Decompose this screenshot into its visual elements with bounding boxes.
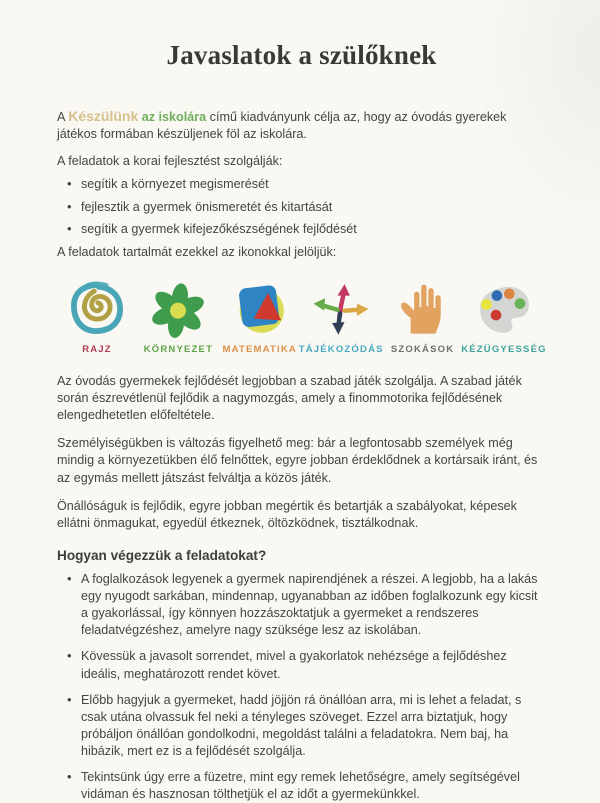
intro-text-end: című kiadványunk célja az, hogy az óvodás gyerekek játékos formában készüljenek föl az iskolára. xyxy=(57,110,507,142)
category-szokasok xyxy=(383,277,463,355)
tasks-bullet-list xyxy=(57,176,546,237)
list-item: • Tekintsünk úgy erre a füzetre, mint egy remek lehetőségre, amely segítségével vidáman és hasznosan tölthetjük el az időt a gyermekünkkel. xyxy=(67,769,546,803)
list-item: • segítik a környezet megismerését xyxy=(67,176,546,193)
paragraph-personality: Személyiségükben is változás figyelhető meg: bár a legfontosabb személyek még mindig a környezetükben élő felnőttek, egyre jobban érdeklődnek a kortársaik iránt, és az egymás mellett játszást felváltja a közös játék. xyxy=(57,436,538,485)
intro-paragraph xyxy=(57,107,546,143)
shapes-icon xyxy=(229,277,291,339)
paint-palette-icon xyxy=(473,277,535,339)
icon-label-szokasok: SZOKÁSOK xyxy=(390,343,455,355)
spiral-drawing-icon xyxy=(66,277,128,339)
list-item: • Előbb hagyjuk a gyermeket, hadd jöjjön rá önállóan arra, mi is lehet a feladat, s csak utána olvassuk fel neki a tényleges szöveget. Ezzel arra biztatjuk, hogy próbáljon önállóan gondolkodni, megoldást találni a feladatokra. Nem baj, ha hibázik, mert ez is a fejlődését szolgálja. xyxy=(67,692,546,761)
how-bullet-list xyxy=(57,571,546,803)
list-item: • Kövessük a javasolt sorrendet, mivel a gyakorlatok nehézsége a fejlődéshez ideális, meghatározott rendet követ. xyxy=(67,648,546,682)
icon-label-rajz: RAJZ xyxy=(82,343,112,355)
paragraph-free-play: Az óvodás gyermekek fejlődését legjobban a szabad játék szolgálja. A szabad játék során észrevétlenül fejlődik a nagymozgás, amely a finommotorika fejlődésének elengedhetetlen előfeltétele. xyxy=(57,373,522,423)
category-tajekozodas xyxy=(298,277,384,355)
icon-label-kornyezet: KÖRNYEZET xyxy=(143,343,214,355)
list-item: • A foglalkozások legyenek a gyermek napirendjének a részei. A legjobb, ha a lakás egy nyugodt sarkában, mindennap, ugyanabban az időben foglalkozunk egy kicsit a gyakorlással, így könnyen hozzászoktatjuk a gyermeket a rendszeres feladatvégzéshez, amelyre nagy szüksége lesz az iskolában. xyxy=(67,571,546,640)
booklet-title-part1: Készülünk xyxy=(68,108,139,124)
category-matematika xyxy=(220,277,300,355)
direction-arrows-icon xyxy=(310,277,372,339)
how-heading: Hogyan végezzük a feladatokat? xyxy=(57,547,267,563)
page-title: Javaslatok a szülőknek xyxy=(166,40,437,70)
category-kornyezet xyxy=(138,277,218,355)
intro-text-start: A xyxy=(57,110,69,124)
list-item: • fejlesztik a gyermek önismeretét és kitartását xyxy=(67,199,546,216)
list-item: • segítik a gyermek kifejezőkészségének fejlődését xyxy=(67,221,546,238)
tasks-lead: A feladatok a korai fejlesztést szolgálják: xyxy=(57,154,283,169)
icon-label-kezugyesseg: KÉZÜGYESSÉG xyxy=(461,343,547,355)
icons-lead: A feladatok tartalmát ezekkel az ikonokkal jelöljük: xyxy=(57,244,337,259)
flower-icon xyxy=(147,277,209,339)
paragraph-independence: Önállóságuk is fejlődik, egyre jobban megértik és betartják a szabályokat, képesek ellátni önmagukat, egyedül étkeznek, öltözködnek, tisztálkodnak. xyxy=(57,498,517,530)
category-kezugyesseg xyxy=(461,277,547,355)
booklet-title-part2: az iskolára xyxy=(138,110,207,124)
body-paragraphs xyxy=(57,373,546,532)
category-rajz xyxy=(57,277,137,355)
icon-label-tajekozodas: TÁJÉKOZÓDÁS xyxy=(298,343,384,355)
hand-icon xyxy=(392,277,454,339)
icon-label-matematika: MATEMATIKA xyxy=(222,343,297,355)
category-icon-row xyxy=(57,277,547,355)
